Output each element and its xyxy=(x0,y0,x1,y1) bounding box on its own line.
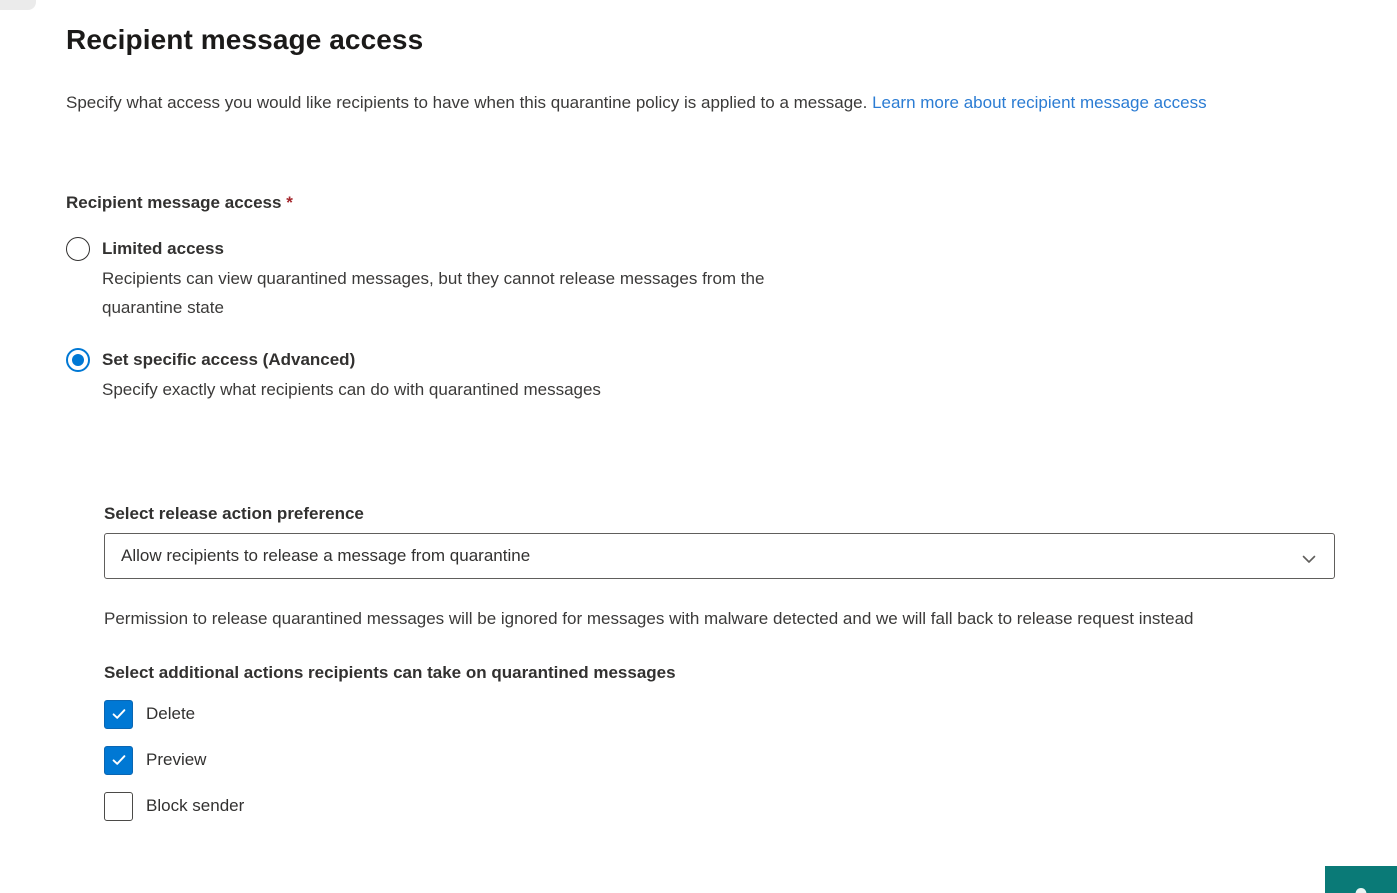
radio-row-limited-access[interactable] xyxy=(66,235,1332,263)
access-radio-group xyxy=(66,235,1332,404)
checkbox-block-sender[interactable] xyxy=(104,792,133,821)
checkbox-preview[interactable] xyxy=(104,746,133,775)
radio-button-set-specific-access[interactable] xyxy=(66,348,90,372)
learn-more-link[interactable]: Learn more about recipient message access xyxy=(872,93,1207,112)
recipient-message-access-panel xyxy=(66,23,1332,837)
required-asterisk: * xyxy=(286,193,293,212)
radio-option-set-specific-access xyxy=(66,346,1332,404)
help-button[interactable] xyxy=(1325,866,1397,893)
checkmark-icon xyxy=(110,797,128,815)
page-description xyxy=(66,89,1332,117)
radio-button-limited-access[interactable] xyxy=(66,237,90,261)
corner-artifact xyxy=(0,0,36,10)
access-field-label-text: Recipient message access xyxy=(66,193,287,212)
checkbox-delete[interactable] xyxy=(104,700,133,729)
release-preference-label: Select release action preference xyxy=(104,504,364,523)
checkbox-row-preview[interactable] xyxy=(104,745,1335,775)
release-preference-dropdown[interactable] xyxy=(104,533,1335,579)
checkbox-row-delete[interactable] xyxy=(104,699,1335,729)
radio-description-limited-access: Recipients can view quarantined messages, but they cannot release messages from the quarantine state xyxy=(102,269,765,317)
checkbox-row-block-sender[interactable] xyxy=(104,791,1335,821)
page-title: Recipient message access xyxy=(66,24,424,55)
release-preference-value: Allow recipients to release a message from quarantine xyxy=(121,546,531,565)
radio-option-limited-access xyxy=(66,235,1332,322)
advanced-access-section xyxy=(104,500,1335,821)
checkmark-icon xyxy=(110,705,128,723)
radio-label-set-specific-access[interactable]: Set specific access (Advanced) xyxy=(102,350,356,369)
checkmark-icon xyxy=(110,751,128,769)
checkbox-label-block-sender[interactable]: Block sender xyxy=(146,796,245,815)
chevron-down-icon xyxy=(1301,548,1317,564)
access-field-label xyxy=(66,189,1332,217)
release-preference-note: Permission to release quarantined messages will be ignored for messages with malware detected and we will fall back to release request instead xyxy=(104,609,1194,628)
radio-label-limited-access[interactable]: Limited access xyxy=(102,239,224,258)
radio-dot xyxy=(72,354,84,366)
checkbox-label-delete[interactable]: Delete xyxy=(146,704,196,723)
page-description-text: Specify what access you would like recipients to have when this quarantine policy is applied to a message. xyxy=(66,93,873,112)
additional-actions-label: Select additional actions recipients can take on quarantined messages xyxy=(104,663,676,682)
help-icon xyxy=(1356,888,1367,893)
radio-description-set-specific-access: Specify exactly what recipients can do with quarantined messages xyxy=(102,380,601,399)
checkbox-label-preview[interactable]: Preview xyxy=(146,750,207,769)
additional-actions-list xyxy=(104,699,1335,821)
radio-row-set-specific-access[interactable] xyxy=(66,346,1332,374)
